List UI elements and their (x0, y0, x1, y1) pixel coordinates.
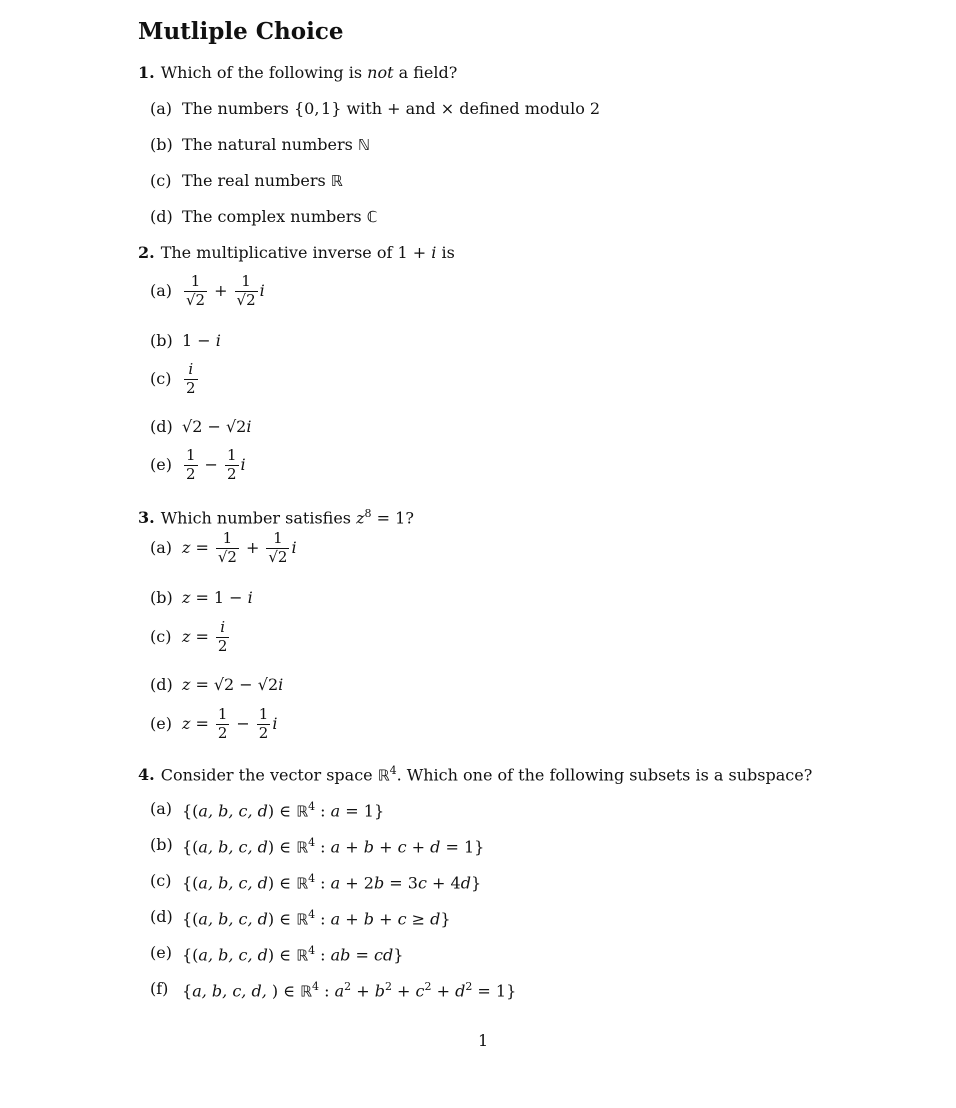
q3-option-c[interactable] (150, 620, 231, 655)
q4-option-d[interactable] (150, 904, 451, 930)
complex-symbol: ℂ (366, 208, 378, 226)
q2-option-b[interactable] (150, 330, 221, 352)
question-4-stem: 4. Consider the vector space ℝ$^4$. Which one of the following subsets is a subspace? (138, 764, 813, 785)
option-math: $\frac{1}{√2}$ + $\frac{1}{√2}$ i (186, 272, 265, 309)
q3-option-e[interactable] (150, 707, 277, 742)
question-number: 3. (138, 508, 155, 528)
option-label: (a) (150, 538, 173, 558)
option-label: (d) (150, 417, 173, 436)
q1-option-a[interactable] (150, 98, 600, 120)
q4-option-e[interactable] (150, 940, 403, 966)
option-label: (c) (150, 171, 172, 190)
q4-option-f[interactable] (150, 976, 516, 1002)
option-label: (a) (150, 281, 173, 301)
q3-option-a[interactable] (150, 531, 297, 566)
option-text: The numbers {0, 1} with + and × defined modulo 2 (182, 99, 601, 118)
option-math: $\frac{i}{2}$ (186, 360, 196, 397)
option-label: (e) (150, 943, 172, 963)
naturals-symbol: ℕ (357, 136, 370, 154)
option-math: {(a, b, c, d) ∈ ℝ$^4$ : a + b + c ≥ d} (182, 908, 451, 929)
option-label: (e) (150, 714, 172, 734)
q1-option-b[interactable] (150, 134, 370, 156)
option-math: z = $\frac{1}{2}$ − $\frac{1}{2}$ i (182, 705, 278, 742)
option-math: z = $\frac{i}{2}$ (182, 618, 228, 655)
option-label: (d) (150, 675, 173, 694)
question-1-stem: 1. Which of the following is not a field? (138, 63, 458, 82)
option-text: The natural numbers (182, 135, 353, 154)
option-label: (b) (150, 588, 173, 607)
option-label: (d) (150, 907, 173, 927)
option-math: {(a, b, c, d) ∈ ℝ$^4$ : a = 1} (182, 800, 385, 821)
option-text: The real numbers (182, 171, 326, 190)
option-math: {(a, b, c, d) ∈ ℝ$^4$ : a + b + c + d = 1} (182, 836, 485, 857)
question-2-stem: 2. The multiplicative inverse of 1 + i is (138, 243, 455, 262)
q3-option-d[interactable] (150, 674, 283, 696)
q1-option-c[interactable] (150, 170, 343, 192)
option-math: √2 − √2i (182, 417, 252, 436)
option-label: (b) (150, 135, 173, 154)
page-title: Mutliple Choice (138, 18, 344, 45)
q4-option-c[interactable] (150, 868, 481, 894)
option-math: z = $\frac{1}{√2}$ + $\frac{1}{√2}$ i (182, 529, 297, 566)
option-math: z = 1 − i (182, 588, 253, 607)
q1-option-d[interactable] (150, 206, 377, 228)
q2-option-a[interactable] (150, 274, 265, 309)
q2-option-e[interactable] (150, 448, 246, 483)
option-math: {a, b, c, d, ) ∈ ℝ$^4$ : $a^2 + b^2 + c^2 + d^2 = 1$} (182, 980, 517, 1001)
option-label: (c) (150, 871, 172, 891)
question-number: 2. (138, 243, 155, 262)
option-label: (b) (150, 331, 173, 350)
option-label: (c) (150, 627, 172, 647)
option-label: (a) (150, 799, 173, 819)
q2-option-d[interactable] (150, 416, 251, 438)
q2-option-c[interactable] (150, 362, 200, 397)
question-3-stem: 3. Which number satisfies $z^8 = 1$? (138, 507, 414, 528)
q4-option-b[interactable] (150, 832, 484, 858)
q3-option-b[interactable] (150, 587, 253, 609)
option-math: $\frac{1}{2}$ − $\frac{1}{2}$ i (186, 446, 246, 483)
option-math: 1 − i (182, 331, 221, 350)
reals-symbol: ℝ (330, 172, 343, 190)
option-label: (c) (150, 369, 172, 389)
option-label: (a) (150, 99, 173, 118)
q4-option-a[interactable] (150, 796, 384, 822)
option-label: (e) (150, 455, 172, 475)
option-label: (b) (150, 835, 173, 855)
question-number: 4. (138, 765, 155, 785)
page-number: 1 (478, 1031, 489, 1050)
option-math: {(a, b, c, d) ∈ ℝ$^4$ : a + 2b = 3c + 4d} (182, 872, 482, 893)
option-label: (d) (150, 207, 173, 226)
option-label: (f) (150, 979, 169, 999)
option-text: The complex numbers (182, 207, 362, 226)
question-number: 1. (138, 63, 155, 82)
option-math: z = √2 − √2i (182, 675, 284, 694)
option-math: {(a, b, c, d) ∈ ℝ$^4$ : ab = cd} (182, 944, 404, 965)
